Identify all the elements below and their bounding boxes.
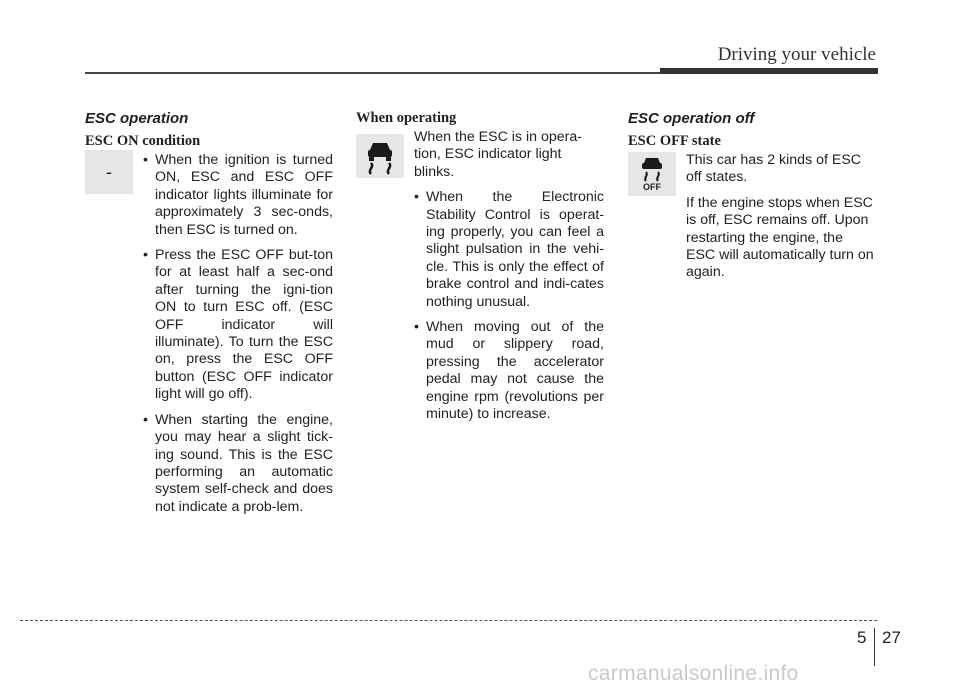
subtitle-esc-on-condition: ESC ON condition — [85, 133, 201, 149]
section-title-esc-operation-off: ESC operation off — [628, 110, 755, 127]
list-item: • Press the ESC OFF but-ton for at least half a sec-ond after turning the igni-tion ON to turn ESC off. (ESC OFF indicator will illuminate). To turn the ESC on, press the ESC OFF button (ESC OFF indicator light will go off). — [143, 247, 333, 404]
watermark: carmanualsonline.info — [588, 662, 799, 685]
esc-skid-icon — [356, 134, 404, 178]
header-title: Driving your vehicle — [717, 44, 876, 65]
column-esc-operation-off — [628, 110, 876, 290]
list-item: • When the ignition is turned ON, ESC and ESC OFF indicator lights illuminate for approximately 3 sec-onds, then ESC is turned on. — [143, 152, 333, 239]
column-when-operating — [356, 110, 604, 432]
page-number: 27 — [882, 628, 901, 647]
list-item: • When moving out of the mud or slippery road, pressing the accelerator pedal may not cause the engine rpm (revolutions per minute) to increase. — [414, 319, 604, 423]
indicator-placeholder-icon: - — [85, 150, 133, 194]
footer-rule — [20, 620, 877, 622]
when-operating-intro: When the ESC is in opera-tion, ESC indicator light blinks. — [414, 129, 582, 180]
section-title-esc-operation: ESC operation — [85, 110, 189, 127]
subtitle-when-operating: When operating — [356, 110, 457, 126]
esc-off-label: OFF — [643, 182, 661, 192]
esc-off-body — [686, 152, 876, 282]
header-rule-accent — [660, 68, 878, 74]
esc-off-paragraph: If the engine stops when ESC is off, ESC remains off. Upon restarting the engine, the ESC will automatically turn on again. — [686, 194, 874, 281]
page-number-divider — [874, 628, 875, 666]
when-operating-body — [414, 129, 604, 424]
esc-off-icon — [628, 152, 676, 196]
subtitle-esc-off-state: ESC OFF state — [628, 133, 721, 149]
esc-on-body — [143, 152, 333, 516]
list-item: • When starting the engine, you may hear a slight tick-ing sound. This is the ESC performing an automatic system self-check and does not indicate a prob-lem. — [143, 412, 333, 516]
list-item: • When the Electronic Stability Control is operat-ing properly, you can feel a slight pulsation in the vehi-cle. This is only the effect of brake control and indi-cates nothing unusual. — [414, 189, 604, 311]
column-esc-operation — [85, 110, 333, 524]
esc-off-paragraph: This car has 2 kinds of ESC off states. — [686, 152, 862, 186]
chapter-number: 5 — [857, 628, 867, 647]
